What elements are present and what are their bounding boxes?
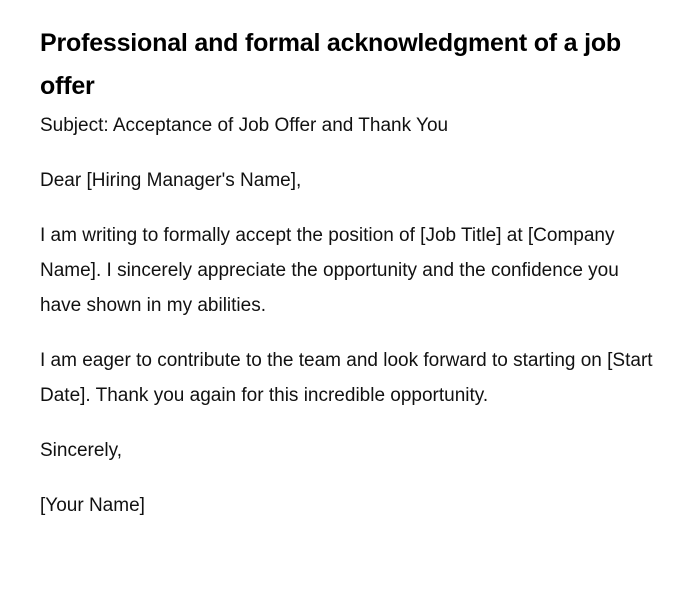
salutation: Dear [Hiring Manager's Name], — [40, 170, 302, 191]
signature: [Your Name] — [40, 495, 145, 516]
body-paragraph-2: I am eager to contribute to the team and look forward to starting on [Start Date]. Thank you again for this incredible opportunity. — [40, 350, 653, 406]
subject-line: Subject: Acceptance of Job Offer and Thank You — [40, 115, 449, 136]
closing: Sincerely, — [40, 440, 123, 461]
body-paragraph-1: I am writing to formally accept the position of [Job Title] at [Company Name]. I sincerely appreciate the opportunity and the confidence you have shown in my abilities. — [40, 225, 619, 316]
document-title: Professional and formal acknowledgment of a job offer — [40, 29, 621, 100]
